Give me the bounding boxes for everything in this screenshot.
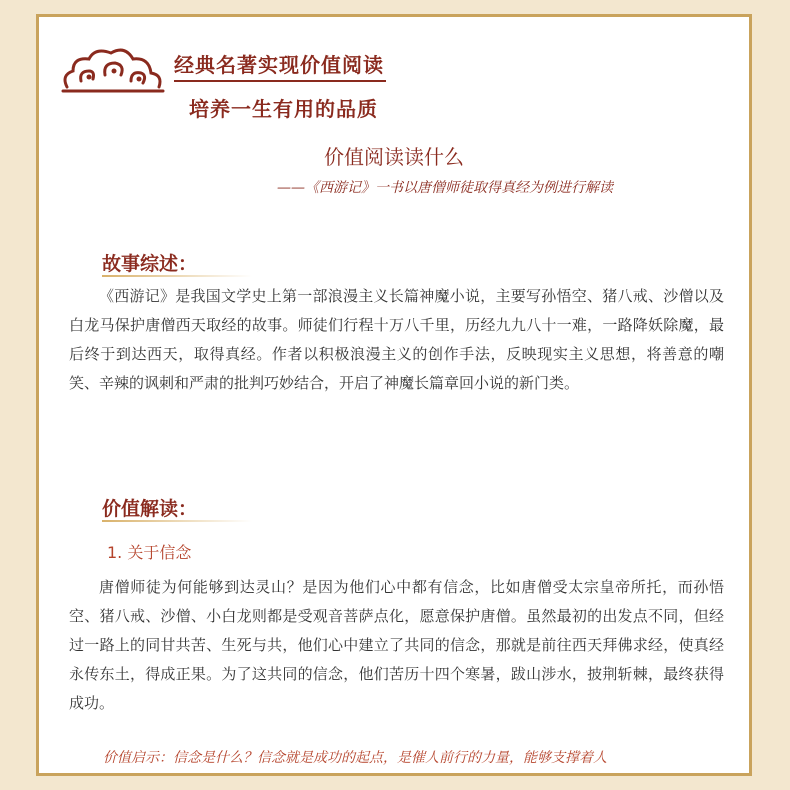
slogan-divider bbox=[174, 80, 386, 82]
article-subtitle: ——《西游记》一书以唐僧师徒取得真经为例进行解读 bbox=[277, 180, 613, 196]
value-heading-underline bbox=[102, 520, 252, 522]
story-paragraph: 《西游记》是我国文学史上第一部浪漫主义长篇神魔小说，主要写孙悟空、猪八戒、沙僧以及白龙马保护唐僧西天取经的故事。师徒们行程十万八千里，历经九九八十一难，一路降妖除魔，最后终于到达西天，取得真经。作者以积极浪漫主义的创作手法，反映现实主义思想，将善意的嘲笑、辛辣的讽刺和严肃的批判巧妙结合，开启了神魔长篇章回小说的新门类。 bbox=[69, 287, 724, 392]
page-frame bbox=[36, 14, 752, 776]
header-banner bbox=[59, 31, 389, 121]
value-heading: 价值解读： bbox=[102, 498, 198, 520]
auspicious-cloud-icon bbox=[59, 41, 169, 101]
story-heading-underline bbox=[102, 275, 252, 277]
slogan-line-2: 培养一生有用的品质 bbox=[189, 97, 378, 121]
value-hint: 价值启示：信念是什么？信念就是成功的起点，是催人前行的力量，能够支撑着人 bbox=[103, 750, 607, 766]
slogan-line-1: 经典名著实现价值阅读 bbox=[174, 53, 384, 77]
article-title: 价值阅读读什么 bbox=[324, 145, 464, 169]
point-1-title: 1. 关于信念 bbox=[107, 543, 192, 562]
point-1-paragraph: 唐僧师徒为何能够到达灵山？是因为他们心中都有信念，比如唐僧受太宗皇帝所托，而孙悟空、猪八戒、沙僧、小白龙则都是受观音菩萨点化，愿意保护唐僧。虽然最初的出发点不同，但经过一路上的同甘共苦、生死与共，他们心中建立了共同的信念，那就是前往西天拜佛求经，使真经永传东土，得成正果。为了这共同的信念，他们苦历十四个寒暑，跋山涉水，披荆斩棘，最终获得成功。 bbox=[69, 578, 724, 712]
story-heading: 故事综述： bbox=[102, 253, 198, 275]
